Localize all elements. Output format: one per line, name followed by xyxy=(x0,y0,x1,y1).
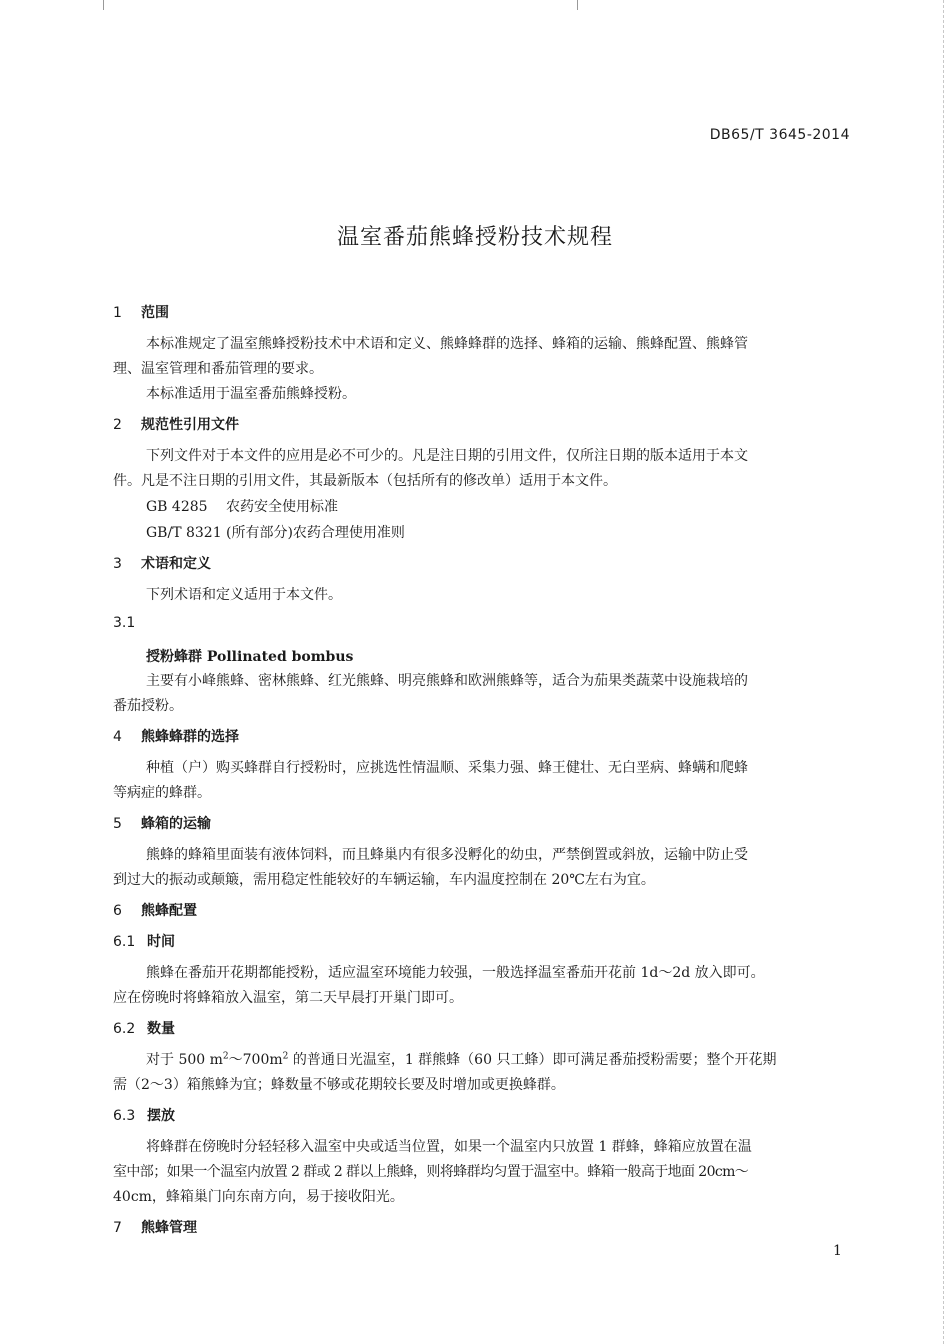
paragraph: 本标准适用于温室番茄熊蜂授粉。 xyxy=(146,386,356,402)
section-heading-2: 2 规范性引用文件 xyxy=(113,417,239,433)
paragraph: 室中部；如果一个温室内放置 2 群或 2 群以上熊蜂，则将蜂群均匀置于温室中。蜂箱一般高于地面 20cm～ xyxy=(113,1164,749,1180)
reference-code: GB/T 8321 xyxy=(146,525,222,541)
reference-title: (所有部分)农药合理使用准则 xyxy=(226,525,405,541)
section-heading-6: 6 熊蜂配置 xyxy=(113,903,197,919)
subsection-heading-6-3: 6.3 摆放 xyxy=(113,1108,175,1124)
paragraph: 熊蜂的蜂箱里面装有液体饲料，而且蜂巢内有很多没孵化的幼虫，严禁倒置或斜放，运输中防止受 xyxy=(146,847,748,863)
scan-mark xyxy=(577,0,578,10)
scan-mark xyxy=(103,0,104,10)
paragraph: 40cm，蜂箱巢门向东南方向，易于接收阳光。 xyxy=(113,1189,404,1205)
paragraph: 熊蜂在番茄开花期都能授粉，适应温室环境能力较强，一般选择温室番茄开花前 1d～2d 放入即可。 xyxy=(146,965,765,981)
section-heading-3: 3 术语和定义 xyxy=(113,556,211,572)
section-heading-5: 5 蜂箱的运输 xyxy=(113,816,211,832)
paragraph: 件。凡是不注日期的引用文件，其最新版本（包括所有的修改单）适用于本文件。 xyxy=(113,473,617,489)
paragraph: 本标准规定了温室熊蜂授粉技术中术语和定义、熊蜂蜂群的选择、蜂箱的运输、熊蜂配置、熊蜂管 xyxy=(146,336,748,352)
paragraph: 对于 500 $m^2\sim 700m^2$ 的普通日光温室，1 群熊蜂（60 只工蜂）即可满足番茄授粉需要；整个开花期 xyxy=(146,1051,777,1068)
section-heading-7: 7 熊蜂管理 xyxy=(113,1220,197,1236)
paragraph: 将蜂群在傍晚时分轻轻移入温室中央或适当位置，如果一个温室内只放置 1 群蜂，蜂箱应放置在温 xyxy=(146,1139,752,1155)
scan-edge xyxy=(942,0,944,1344)
section-heading-4: 4 熊蜂蜂群的选择 xyxy=(113,729,239,745)
paragraph: 下列文件对于本文件的应用是必不可少的。凡是注日期的引用文件，仅所注日期的版本适用于本文 xyxy=(146,448,748,464)
standard-code: DB65/T 3645-2014 xyxy=(709,127,850,143)
section-heading-1: 1 范围 xyxy=(113,305,169,321)
reference-item xyxy=(146,522,405,542)
paragraph: 等病症的蜂群。 xyxy=(113,785,211,801)
paragraph: 下列术语和定义适用于本文件。 xyxy=(146,587,342,603)
subsection-heading-6-1: 6.1 时间 xyxy=(113,934,175,950)
subsection-number: 3.1 xyxy=(113,615,136,631)
reference-title: 农药安全使用标准 xyxy=(226,499,338,515)
paragraph: 主要有小峰熊蜂、密林熊蜂、红光熊蜂、明亮熊蜂和欧洲熊蜂等，适合为茄果类蔬菜中设施栽培的 xyxy=(146,673,748,689)
subsection-heading-6-2: 6.2 数量 xyxy=(113,1021,175,1037)
paragraph: 番茄授粉。 xyxy=(113,698,183,714)
reference-code: GB 4285 xyxy=(146,499,208,515)
paragraph: 种植（户）购买蜂群自行授粉时，应挑选性情温顺、采集力强、蜂王健壮、无白垩病、蜂螨和爬蜂 xyxy=(146,760,748,776)
reference-item xyxy=(146,496,338,516)
paragraph: 理、温室管理和番茄管理的要求。 xyxy=(113,361,323,377)
term-title: 授粉蜂群 Pollinated bombus xyxy=(146,649,354,665)
paragraph: 到过大的振动或颠簸，需用稳定性能较好的车辆运输，车内温度控制在 20℃左右为宜。 xyxy=(113,872,655,888)
paragraph: 需（2～3）箱熊蜂为宜；蜂数量不够或花期较长要及时增加或更换蜂群。 xyxy=(113,1077,565,1093)
document-title: 温室番茄熊蜂授粉技术规程 xyxy=(336,225,613,250)
page-number: 1 xyxy=(833,1243,842,1259)
paragraph: 应在傍晚时将蜂箱放入温室，第二天早晨打开巢门即可。 xyxy=(113,990,463,1006)
